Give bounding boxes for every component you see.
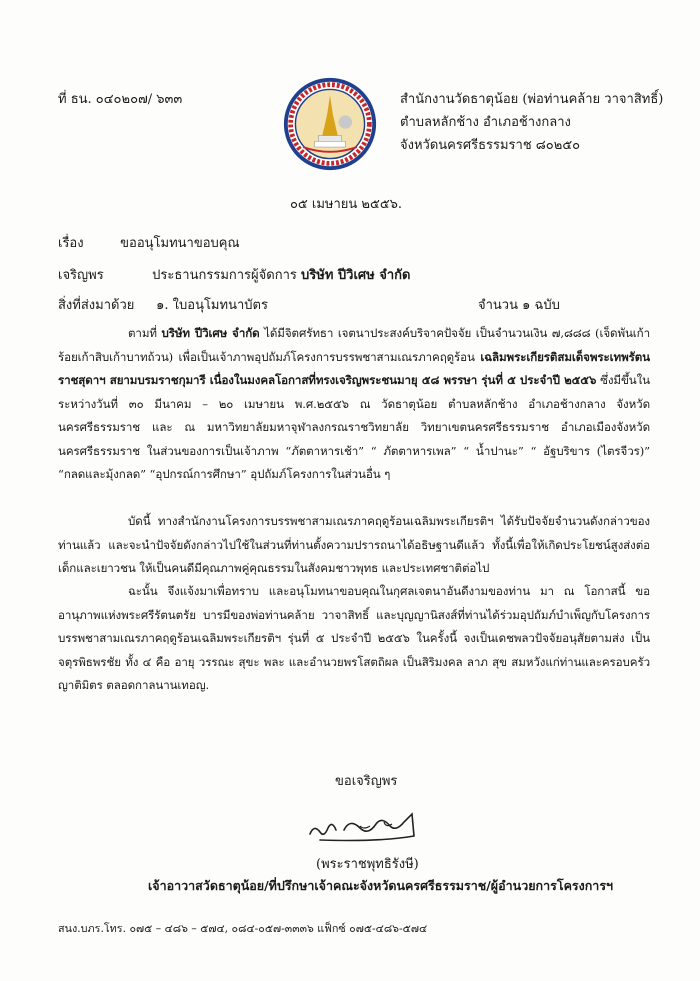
- enclosure-row: [58, 294, 268, 315]
- recipient-company: บริษัท ปีวิเศษ จำกัด: [301, 268, 411, 283]
- signer-name: (พระราชพุทธิรังษี): [316, 857, 419, 872]
- letter-date: ๐๕ เมษายน ๒๕๕๖.: [290, 197, 403, 212]
- signer-position: เจ้าอาวาสวัดธาตุน้อย/ที่ปรึกษาเจ้าคณะจังหวัดนครศรีธรรมราช/ผู้อำนวยการโครงการฯ: [148, 878, 614, 893]
- p1-donation: ได้มีจิตศรัทธา เจตนาประสงค์บริจาคปัจจัย เป็นจำนวนเงิน ๗,๘๘๘ (เจ็ดพันเก้าร้อยเก้าสิบเก้าบาทถ้วน) เพื่อเป็นเจ้าภาพอุปถัมภ์โครงการบรรพชาสามเณรภาคฤดูร้อน: [58, 326, 650, 364]
- p1-company: บริษัท ปีวิเศษ จำกัด: [161, 326, 260, 340]
- p1-intro: ตามที่: [128, 326, 162, 340]
- document-number: ที่ ธน. ๐๔๐๒๐๗/ ๖๓๓: [58, 92, 183, 107]
- p2-text: บัดนี้ ทางสำนักงานโครงการบรรพชาสามเณรภาคฤดูร้อนเฉลิมพระเกียรติฯ ได้รับปัจจัยจำนวนดังกล่าวของท่านแล้ว และจะนำปัจจัยดังกล่าวไปใช้ในส่วนที่ท่านตั้งความปรารถนาได้อธิษฐานดีแล้ว ทั้งนี้เพื่อให้เกิดประโยชน์สูงส่งต่อเด็กและเยาวชน ให้เป็นคนดีมีคุณภาพคู่คุณธรรมในสังคมชาวพุทธ และประเทศชาติต่อไป: [58, 514, 650, 575]
- p1-details: ซึ่งมีขึ้นในระหว่างวันที่ ๓๐ มีนาคม – ๒๐ เมษายน พ.ศ.๒๕๕๖ ณ วัดธาตุน้อย ตำบลหลักช้าง อำเภอช้างกลาง จังหวัดนครศรีธรรมราช และ ณ มหาวิทยาลัยมหาจุฬาลงกรณราชวิทยาลัย วิทยาเขตนครศรีธรรมราช อำเภอเมืองจังหวัดนครศรีธรรมราช ในส่วนของการเป็นเจ้าภาพ “ภัตตาหารเช้า” “ ภัตตาหารเพล” “ น้ำปานะ” “ อัฐบริขาร (ไตรจีวร)” “กลดและมุ้งกลด” “อุปกรณ์การศึกษา” อุปถัมภ์โครงการในส่วนอื่น ๆ: [58, 373, 650, 481]
- body-paragraph-2: [58, 510, 650, 581]
- signature-icon: [300, 800, 430, 850]
- office-address: [400, 88, 663, 157]
- subject-label: เรื่อง: [58, 236, 84, 251]
- p3-text: ฉะนั้น จึงแจ้งมาเพื่อทราบ และอนุโมทนาขอบคุณในกุศลเจตนาอันดีงามของท่าน มา ณ โอกาสนี้ ขออานุภาพแห่งพระศรีรัตนตรัย บารมีของพ่อท่านคล้าย วาจาสิทธิ์ และบุญญานิสงส์ที่ท่านได้ร่วมอุปถัมภ์บำเพ็ญกับโครงการบรรพชาสามเณรภาคฤดูร้อนเฉลิมพระเกียรติฯ รุ่นที่ ๕ ประจำปี ๒๕๕๖ ในครั้งนี้ จงเป็นเดชพลวปัจจัยอนุสัยตามส่ง เป็นจตุรพิธพรชัย ทั้ง ๔ คือ อายุ วรรณะ สุขะ พละ และอำนวยพรโสตถิผล เป็นสิริมงคล ลาภ สุข สมหวังแก่ท่านและครอบครัว ญาติมิตร ตลอดกาลนานเทอญ.: [58, 584, 650, 692]
- body-paragraph-1: [58, 322, 650, 487]
- office-subdistrict: ตำบลหลักช้าง อำเภอช้างกลาง: [400, 115, 571, 130]
- recipient-label: เจริญพร: [58, 268, 104, 283]
- office-province: จังหวัดนครศรีธรรมราช ๘๐๒๕๐: [400, 138, 581, 153]
- office-name: สำนักงานวัดธาตุน้อย (พ่อท่านคล้าย วาจาสิทธิ์): [400, 92, 664, 107]
- footer-contact: สนง.บภร.โทร. ๐๗๕ – ๔๘๖ – ๕๗๔, ๐๘๔-๐๕๗-๓๓๓๖ แฟ็กซ์ ๐๗๕-๔๘๖-๕๗๔: [58, 922, 428, 935]
- subject-row: [58, 232, 240, 253]
- body-paragraph-3: [58, 580, 650, 698]
- temple-logo-icon: [282, 76, 378, 172]
- recipient-row: [58, 264, 411, 285]
- subject-value: ขออนุโมทนาขอบคุณ: [120, 236, 240, 251]
- recipient-title: ประธานกรรมการผู้จัดการ: [152, 268, 297, 283]
- enclosure-label: สิ่งที่ส่งมาด้วย: [58, 298, 135, 313]
- p1-project: เฉลิมพระเกียรติสมเด็จพระเทพรัตนราชสุดาฯ สยามบรมราชกุมารี เนื่องในมงคลโอกาสที่ทรงเจริญพระชนมายุ ๕๘ พรรษา รุ่นที่ ๕ ประจำปี ๒๕๕๖: [58, 349, 650, 387]
- enclosure-value: ๑. ใบอนุโมทนาบัตร: [156, 298, 268, 313]
- closing-salutation: ขอเจริญพร: [335, 774, 398, 789]
- enclosure-quantity: จำนวน ๑ ฉบับ: [478, 298, 560, 313]
